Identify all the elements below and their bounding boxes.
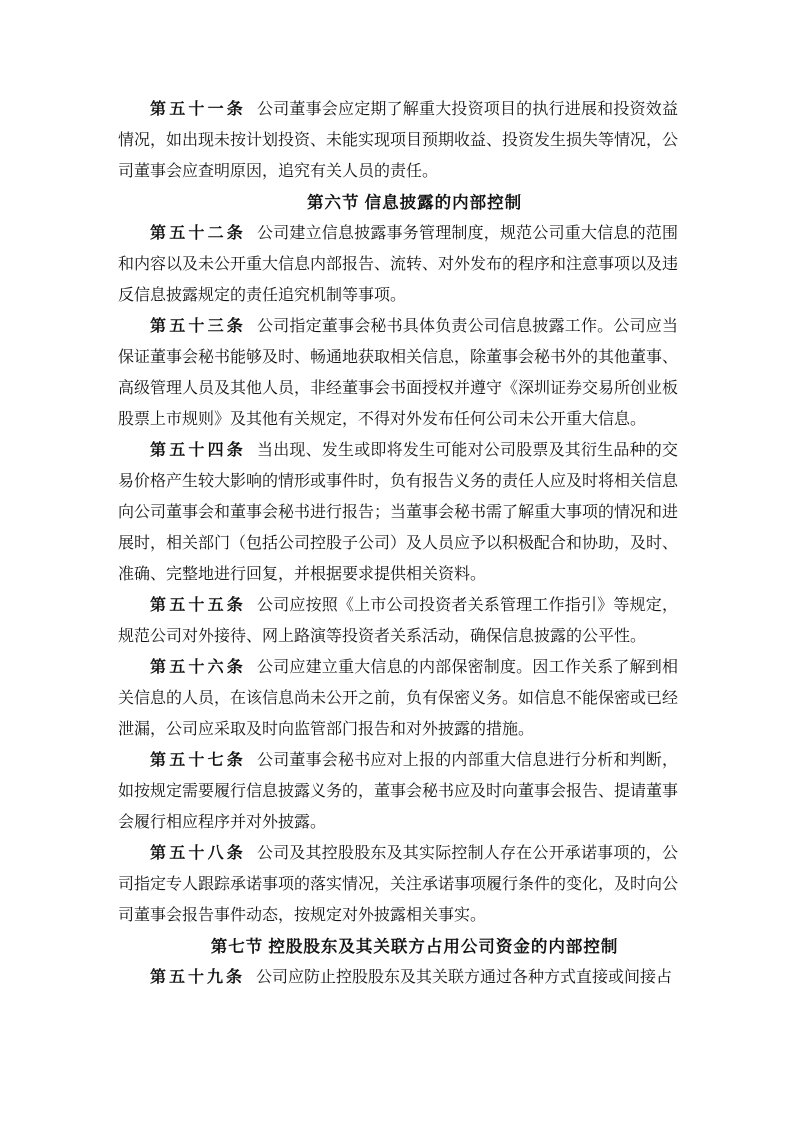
article-text: 公司董事会秘书应对上报的内部重大信息进行分析和判断，如按规定需要履行信息披露义务的，董事会秘书应及时向董事会报告、提请董事会履行相应程序并对外披露。 [118, 752, 679, 831]
article-text: 公司应建立重大信息的内部保密制度。因工作关系了解到相关信息的人员，在该信息尚未公开之前，负有保密义务。如信息不能保密或已经泄漏，公司应采取及时向监管部门报告和对外披露的措施。 [118, 659, 679, 738]
article-number: 第五十九条 [150, 969, 246, 986]
article-paragraph-58 [118, 838, 678, 931]
article-text: 公司应按照《上市公司投资者关系管理工作指引》等规定，规范公司对外接待、网上路演等投资者关系活动，确保信息披露的公平性。 [118, 597, 678, 645]
article-text: 公司应防止控股股东及其关联方通过各种方式直接或间接占 [256, 969, 673, 986]
article-text: 公司及其控股股东及其实际控制人存在公开承诺事项的，公司指定专人跟踪承诺事项的落实情况，关注承诺事项履行条件的变化，及时向公司董事会报告事件动态，按规定对外披露相关事实。 [118, 845, 679, 924]
article-paragraph-52 [118, 218, 678, 311]
section-heading-6: 第六节 信息披露的内部控制 [306, 193, 523, 212]
document-body [118, 94, 678, 993]
article-number: 第五十六条 [150, 659, 246, 676]
article-number: 第五十二条 [150, 225, 246, 242]
article-text: 公司董事会应定期了解重大投资项目的执行进展和投资效益情况，如出现未按计划投资、未能实现项目预期收益、投资发生损失等情况，公司董事会应查明原因，追究有关人员的责任。 [118, 101, 679, 180]
article-paragraph-53 [118, 311, 678, 435]
article-paragraph-57 [118, 745, 678, 838]
article-paragraph-51 [118, 94, 678, 187]
article-number: 第五十一条 [150, 101, 246, 118]
article-paragraph-56 [118, 652, 678, 745]
article-number: 第五十四条 [150, 442, 246, 459]
article-text: 公司指定董事会秘书具体负责公司信息披露工作。公司应当保证董事会秘书能够及时、畅通地获取相关信息，除董事会秘书外的其他董事、高级管理人员及其他人员，非经董事会书面授权并遵守《深圳证券交易所创业板股票上市规则》及其他有关规定，不得对外发布任何公司未公开重大信息。 [118, 318, 679, 428]
article-paragraph-59 [118, 962, 678, 993]
article-paragraph-55 [118, 590, 678, 652]
article-text: 当出现、发生或即将发生可能对公司股票及其衍生品种的交易价格产生较大影响的情形或事件时，负有报告义务的责任人应及时将相关信息向公司董事会和董事会秘书进行报告；当董事会秘书需了解重大事项的情况和进展时，相关部门（包括公司控股子公司）及人员应予以积极配合和协助，及时、准确、完整地进行回复，并根据要求提供相关资料。 [118, 442, 679, 583]
article-number: 第五十八条 [150, 845, 246, 862]
section-heading-7: 第七节 控股股东及其关联方占用公司资金的内部控制 [210, 937, 619, 956]
article-text: 公司建立信息披露事务管理制度，规范公司重大信息的范围和内容以及未公开重大信息内部报告、流转、对外发布的程序和注意事项以及违反信息披露规定的责任追究机制等事项。 [118, 225, 679, 304]
article-number: 第五十五条 [150, 597, 246, 614]
article-number: 第五十三条 [150, 318, 246, 335]
article-paragraph-54 [118, 435, 678, 590]
article-number: 第五十七条 [150, 752, 246, 769]
